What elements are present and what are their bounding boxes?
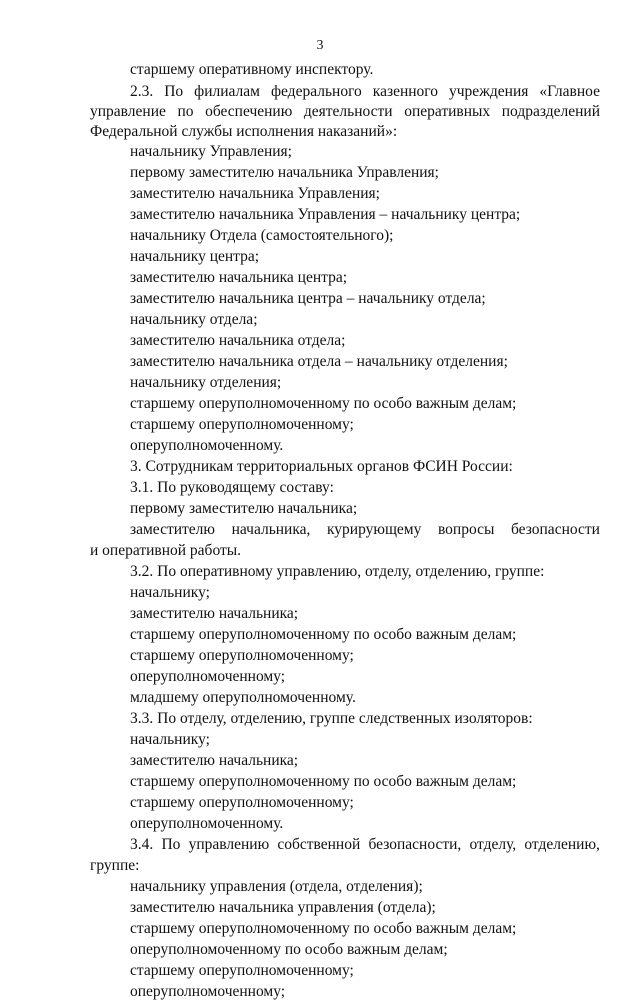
text-line: заместителю начальника; bbox=[130, 752, 299, 769]
text-line: 3. Сотрудникам территориальных органов ФСИН России: bbox=[130, 458, 513, 475]
text-line: начальнику Отдела (самостоятельного); bbox=[130, 227, 394, 244]
text-word: «Главное bbox=[539, 83, 600, 100]
text-line: оперуполномоченному; bbox=[130, 983, 286, 1000]
text-line: старшему оперуполномоченному; bbox=[130, 962, 354, 979]
text-word: вопросы bbox=[437, 521, 495, 538]
text-line bbox=[90, 102, 600, 121]
text-line bbox=[130, 82, 600, 101]
text-line: заместителю начальника управления (отдела); bbox=[130, 899, 436, 916]
text-word: курирующему bbox=[327, 521, 422, 538]
text-word: подразделений bbox=[501, 103, 600, 120]
text-line: оперуполномоченному; bbox=[130, 668, 286, 685]
text-line: начальнику; bbox=[130, 584, 210, 601]
text-word: деятельности bbox=[303, 103, 393, 120]
text-line: начальнику отделения; bbox=[130, 374, 282, 391]
page-number: 3 bbox=[316, 38, 324, 53]
text-word: безопасности, bbox=[368, 836, 462, 853]
text-word: отделению, bbox=[524, 836, 600, 853]
text-line bbox=[130, 835, 600, 854]
text-line: начальнику управления (отдела, отделения); bbox=[130, 878, 423, 895]
text-line: заместителю начальника отдела – начальнику отделения; bbox=[130, 353, 508, 370]
text-word: начальника, bbox=[231, 521, 311, 538]
text-word: федерального bbox=[270, 83, 362, 100]
text-line: оперуполномоченному по особо важным делам; bbox=[130, 941, 448, 958]
text-line: заместителю начальника; bbox=[130, 605, 299, 622]
text-line: заместителю начальника центра – начальнику отдела; bbox=[130, 290, 486, 307]
text-line: первому заместителю начальника; bbox=[130, 500, 358, 517]
text-line bbox=[130, 520, 600, 539]
text-line: 3.1. По руководящему составу: bbox=[130, 479, 334, 496]
text-line: 3.3. По отделу, отделению, группе следственных изоляторов: bbox=[130, 710, 533, 727]
text-word: По bbox=[161, 836, 181, 853]
text-word: управлению bbox=[188, 836, 270, 853]
text-line: старшему оперативному инспектору. bbox=[130, 61, 374, 78]
text-line: старшему оперуполномоченному по особо важным делам; bbox=[130, 920, 517, 937]
text-line: и оперативной работы. bbox=[90, 542, 242, 559]
text-word: обеспечению bbox=[205, 103, 293, 120]
text-line: первому заместителю начальника Управления; bbox=[130, 164, 439, 181]
text-line: начальнику Управления; bbox=[130, 143, 292, 160]
text-line: заместителю начальника отдела; bbox=[130, 332, 346, 349]
text-word: 3.4. bbox=[130, 836, 154, 853]
text-line: старшему оперуполномоченному; bbox=[130, 416, 354, 433]
text-word: собственной bbox=[277, 836, 361, 853]
text-line: 3.2. По оперативному управлению, отделу, отделению, группе: bbox=[130, 563, 545, 580]
text-word: казенного bbox=[372, 83, 439, 100]
text-line: старшему оперуполномоченному по особо важным делам; bbox=[130, 773, 517, 790]
text-line: начальнику; bbox=[130, 731, 210, 748]
text-word: безопасности bbox=[510, 521, 600, 538]
text-word: учреждения bbox=[449, 83, 529, 100]
text-line: старшему оперуполномоченному; bbox=[130, 647, 354, 664]
text-line: старшему оперуполномоченному по особо важным делам; bbox=[130, 626, 517, 643]
text-line: начальнику отдела; bbox=[130, 311, 258, 328]
text-word: По bbox=[164, 83, 184, 100]
text-line: заместителю начальника центра; bbox=[130, 269, 348, 286]
text-word: 2.3. bbox=[130, 83, 154, 100]
text-line: оперуполномоченному. bbox=[130, 815, 284, 832]
text-line: группе: bbox=[90, 857, 140, 874]
text-line: оперуполномоченному. bbox=[130, 437, 284, 454]
text-word: филиалам bbox=[194, 83, 260, 100]
text-line: младшему оперуполномоченному. bbox=[130, 689, 356, 706]
text-line: начальнику центра; bbox=[130, 248, 260, 265]
text-word: отделу, bbox=[469, 836, 517, 853]
text-word: управление bbox=[90, 103, 166, 120]
text-line: заместителю начальника Управления; bbox=[130, 185, 380, 202]
text-line: старшему оперуполномоченному; bbox=[130, 794, 354, 811]
text-line: Федеральной службы исполнения наказаний»: bbox=[90, 123, 398, 140]
text-word: оперативных bbox=[404, 103, 491, 120]
text-word: по bbox=[177, 103, 194, 120]
text-line: старшему оперуполномоченному по особо важным делам; bbox=[130, 395, 517, 412]
text-line: заместителю начальника Управления – начальнику центра; bbox=[130, 206, 521, 223]
text-word: заместителю bbox=[130, 521, 215, 538]
